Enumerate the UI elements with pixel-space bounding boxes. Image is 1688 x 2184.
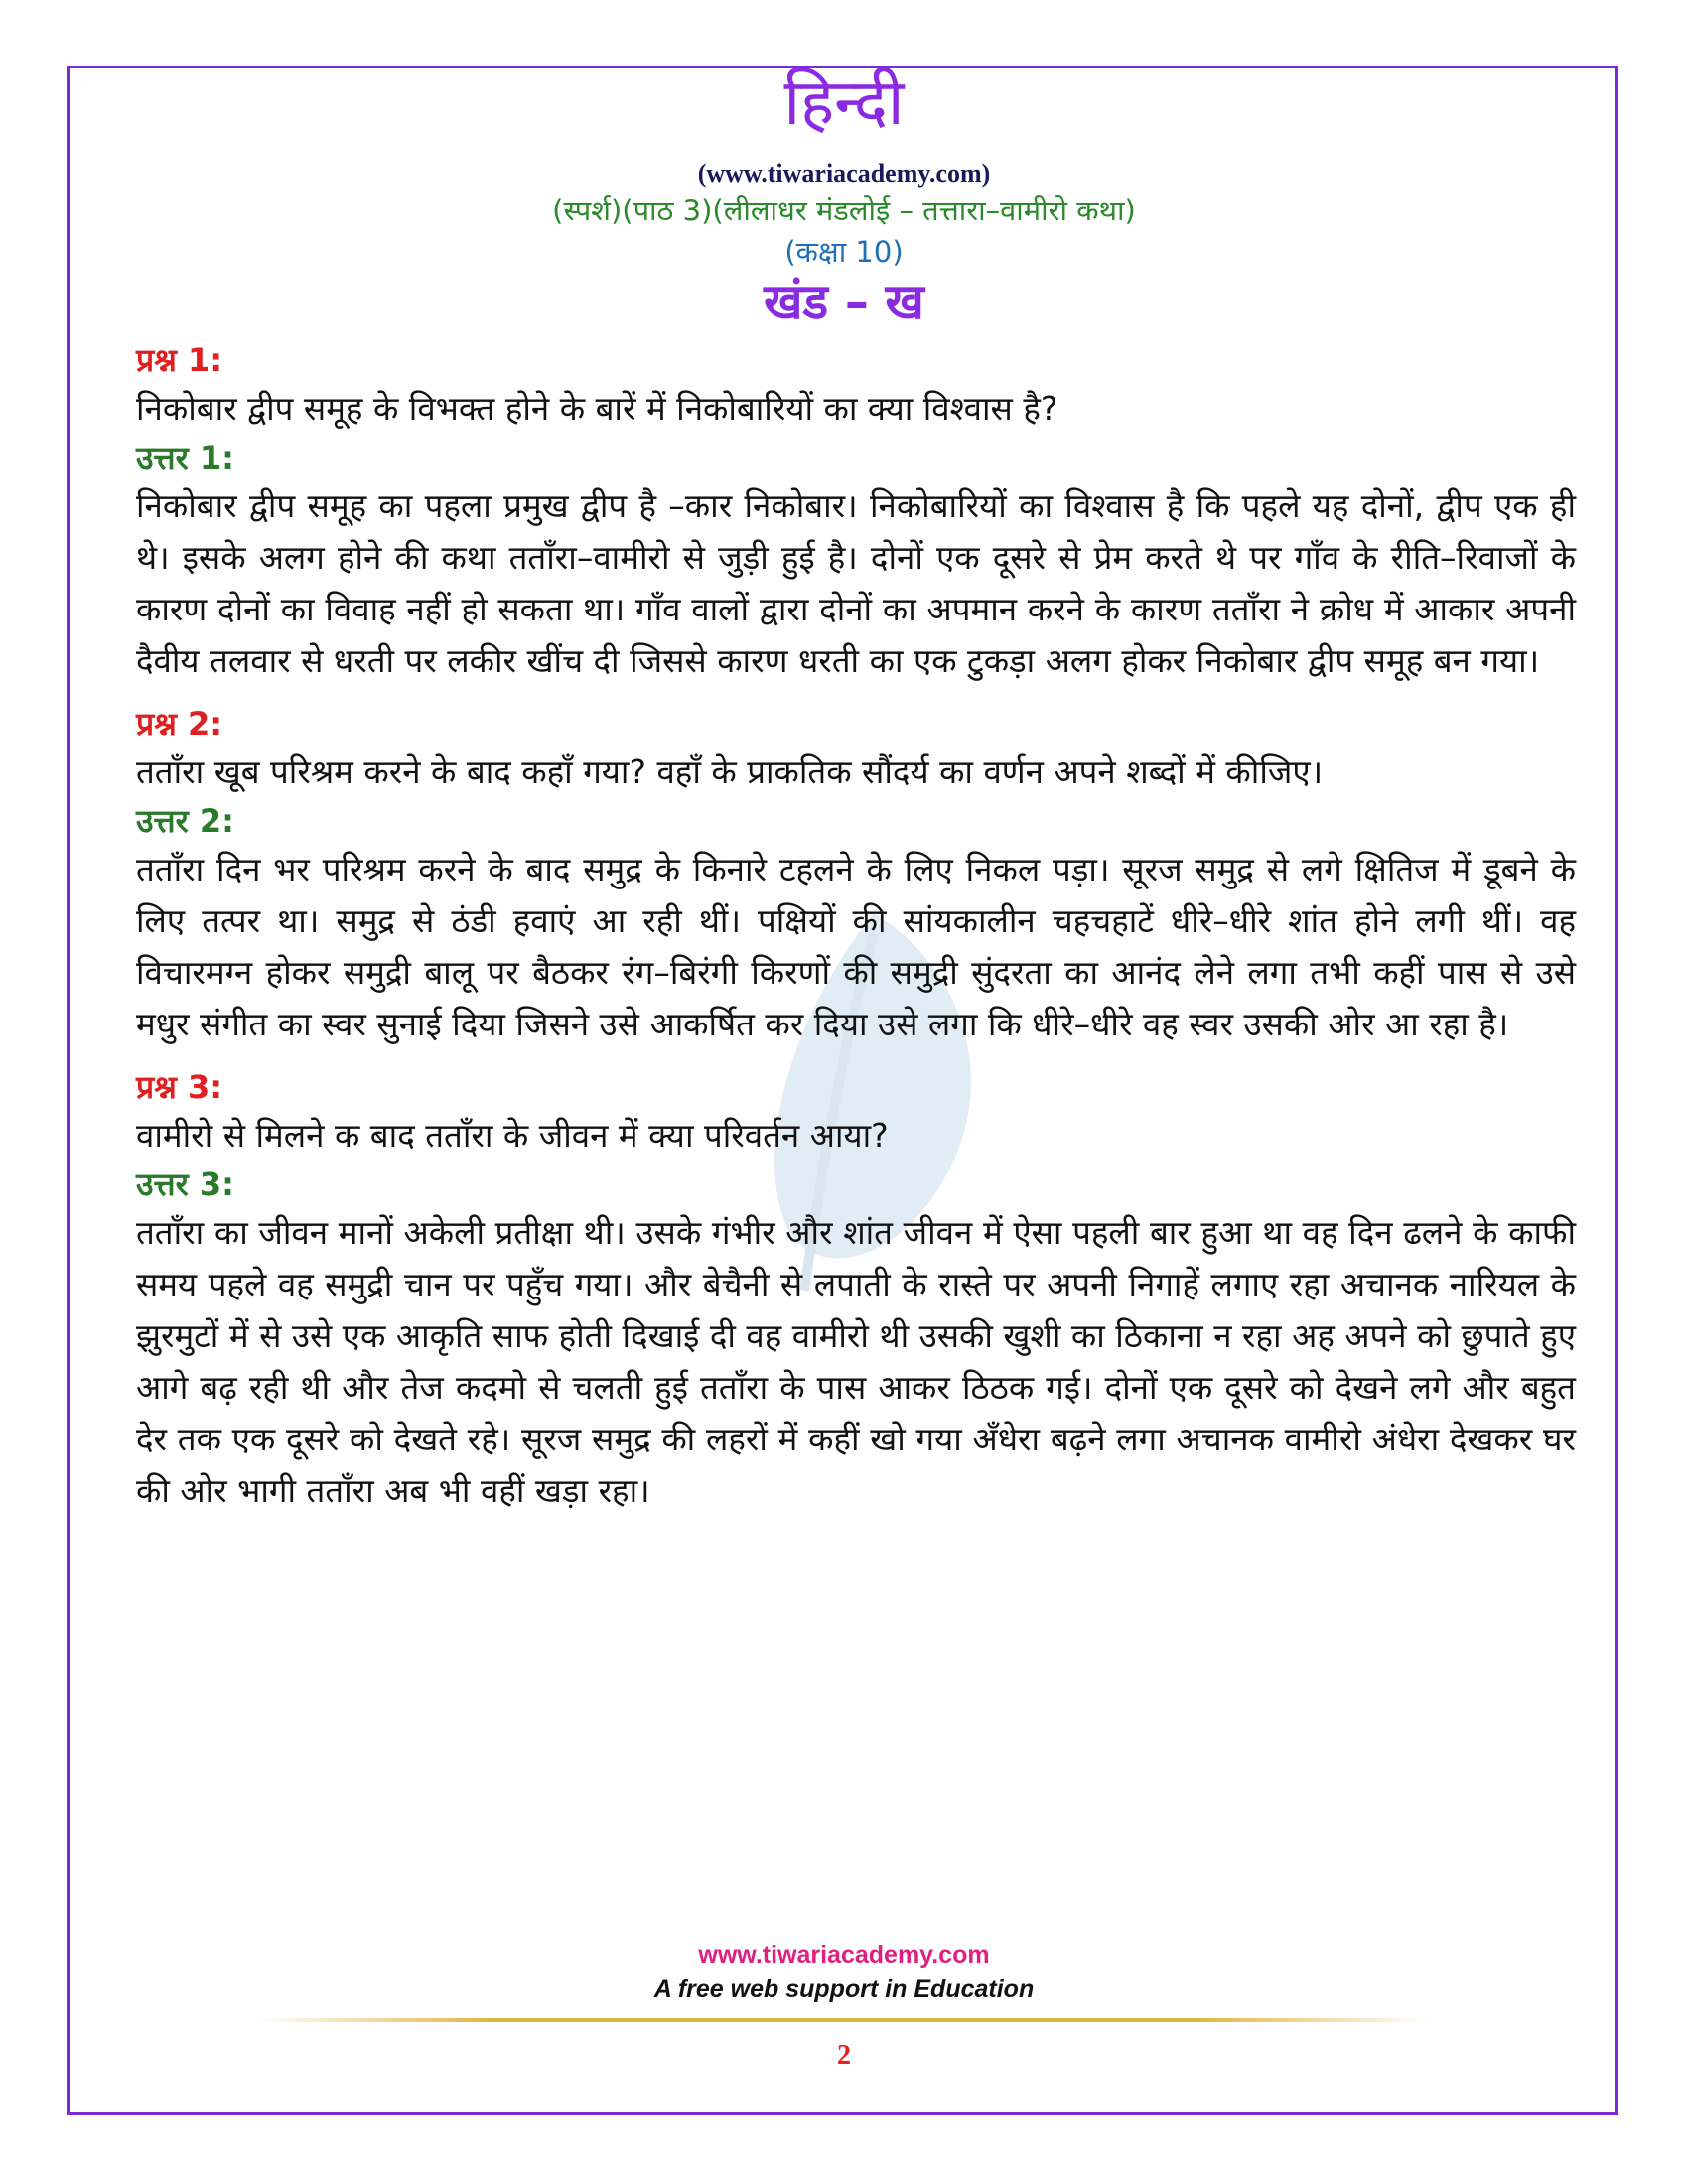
question-label: प्रश्न 1: xyxy=(136,341,223,379)
answer-label: उत्तर 1: xyxy=(136,439,234,477)
answer-text: तताँरा दिन भर परिश्रम करने के बाद समुद्र के किनारे टहलने के लिए निकल पड़ा। सूरज समुद्र से लगे क्षितिज में डूबने के लिए तत्पर था। समुद्र से ठंडी हवाएं आ रही थीं। पक्षियों की सांयकालीन चहचहाटें धीरे–धीरे शांत होने लगी थीं। वह विचारमग्न होकर समुद्री बालू पर बैठकर रंग–बिरंगी किरणों की समुद्री सुंदरता का आनंद लेने लगा तभी कहीं पास से उसे मधुर संगीत का स्वर सुनाई दिया जिसने उसे आकर्षित कर दिया उसे लगा कि धीरे–धीरे वह स्वर उसकी ओर आ रहा है। xyxy=(136,850,1576,1043)
qa-block-1 xyxy=(136,338,1576,687)
footer-site-link[interactable]: www.tiwariacademy.com xyxy=(698,1941,990,1969)
question-text: तताँरा खूब परिश्रम करने के बाद कहाँ गया? वहाँ के प्राकतिक सौंदर्य का वर्णन अपने शब्दों में कीजिए। xyxy=(136,752,1324,791)
answer-text: निकोबार द्वीप समूह का पहला प्रमुख द्वीप है –कार निकोबार। निकोबारियों का विश्वास है कि पहले यह दोनों, द्वीप एक ही थे। इसके अलग होने की कथा तताँरा–वामीरो से जुड़ी हुई है। दोनों एक दूसरे से प्रेम करते थे पर गाँव के रीति–रिवाजों के कारण दोनों का विवाह नहीं हो सकता था। गाँव वालों द्वारा दोनों का अपमान करने के कारण तताँरा ने क्रोध में आकार अपनी दैवीय तलवार से धरती पर लकीर खींच दी जिससे कारण धरती का एक टुकड़ा अलग होकर निकोबार द्वीप समूह बन गया। xyxy=(136,486,1576,680)
answer-text: तताँरा का जीवन मानों अकेली प्रतीक्षा थी। उसके गंभीर और शांत जीवन में ऐसा पहली बार हुआ था वह दिन ढलने के काफी समय पहले वह समुद्री चान पर पहुँच गया। और बेचैनी से लपाती के रास्ते पर अपनी निगाहें लगाए रहा अचानक नारियल के झुरमुटों में से उसे एक आकृति साफ होती दिखाई दी वह वामीरो थी उसकी खुशी का ठिकाना न रहा अह अपने को छुपाते हुए आगे बढ़ रही थी और तेज कदमो से चलती हुई तताँरा के पास आकर ठिठक गई। दोनों एक दूसरे को देखने लगे और बहुत देर तक एक दूसरे को देखते रहे। सूरज समुद्र की लहरों में कहीं खो गया अँधेरा बढ़ने लगा अचानक वामीरो अंधेरा देखकर घर की ओर भागी तताँरा अब भी वहीं खड़ा रहा। xyxy=(136,1213,1576,1510)
qa-block-2 xyxy=(136,701,1576,1050)
footer-tagline: A free web support in Education xyxy=(653,1976,1035,2003)
section-heading: खंड – ख xyxy=(764,274,924,330)
header-site: (www.tiwariacademy.com) xyxy=(697,159,991,188)
page-number: 2 xyxy=(837,2040,851,2071)
chapter-subtitle: (स्पर्श)(पाठ 3)(लीलाधर मंडलोई – तत्तारा–वामीरो कथा) xyxy=(552,194,1136,227)
question-text: निकोबार द्वीप समूह के विभक्त होने के बारें में निकोबारियों का क्या विश्वास है? xyxy=(136,389,1058,428)
footer-divider xyxy=(258,2018,1430,2022)
qa-block-3 xyxy=(136,1064,1576,1517)
page-title: हिन्दी xyxy=(783,67,905,140)
class-label: (कक्षा 10) xyxy=(784,235,904,269)
question-text: वामीरो से मिलने क बाद तताँरा के जीवन में क्या परिवर्तन आया? xyxy=(136,1116,889,1155)
qa-content xyxy=(136,338,1576,1517)
answer-label: उत्तर 2: xyxy=(136,802,234,840)
question-label: प्रश्न 2: xyxy=(136,705,223,743)
question-label: प्रश्न 3: xyxy=(136,1068,223,1106)
answer-label: उत्तर 3: xyxy=(136,1165,234,1203)
